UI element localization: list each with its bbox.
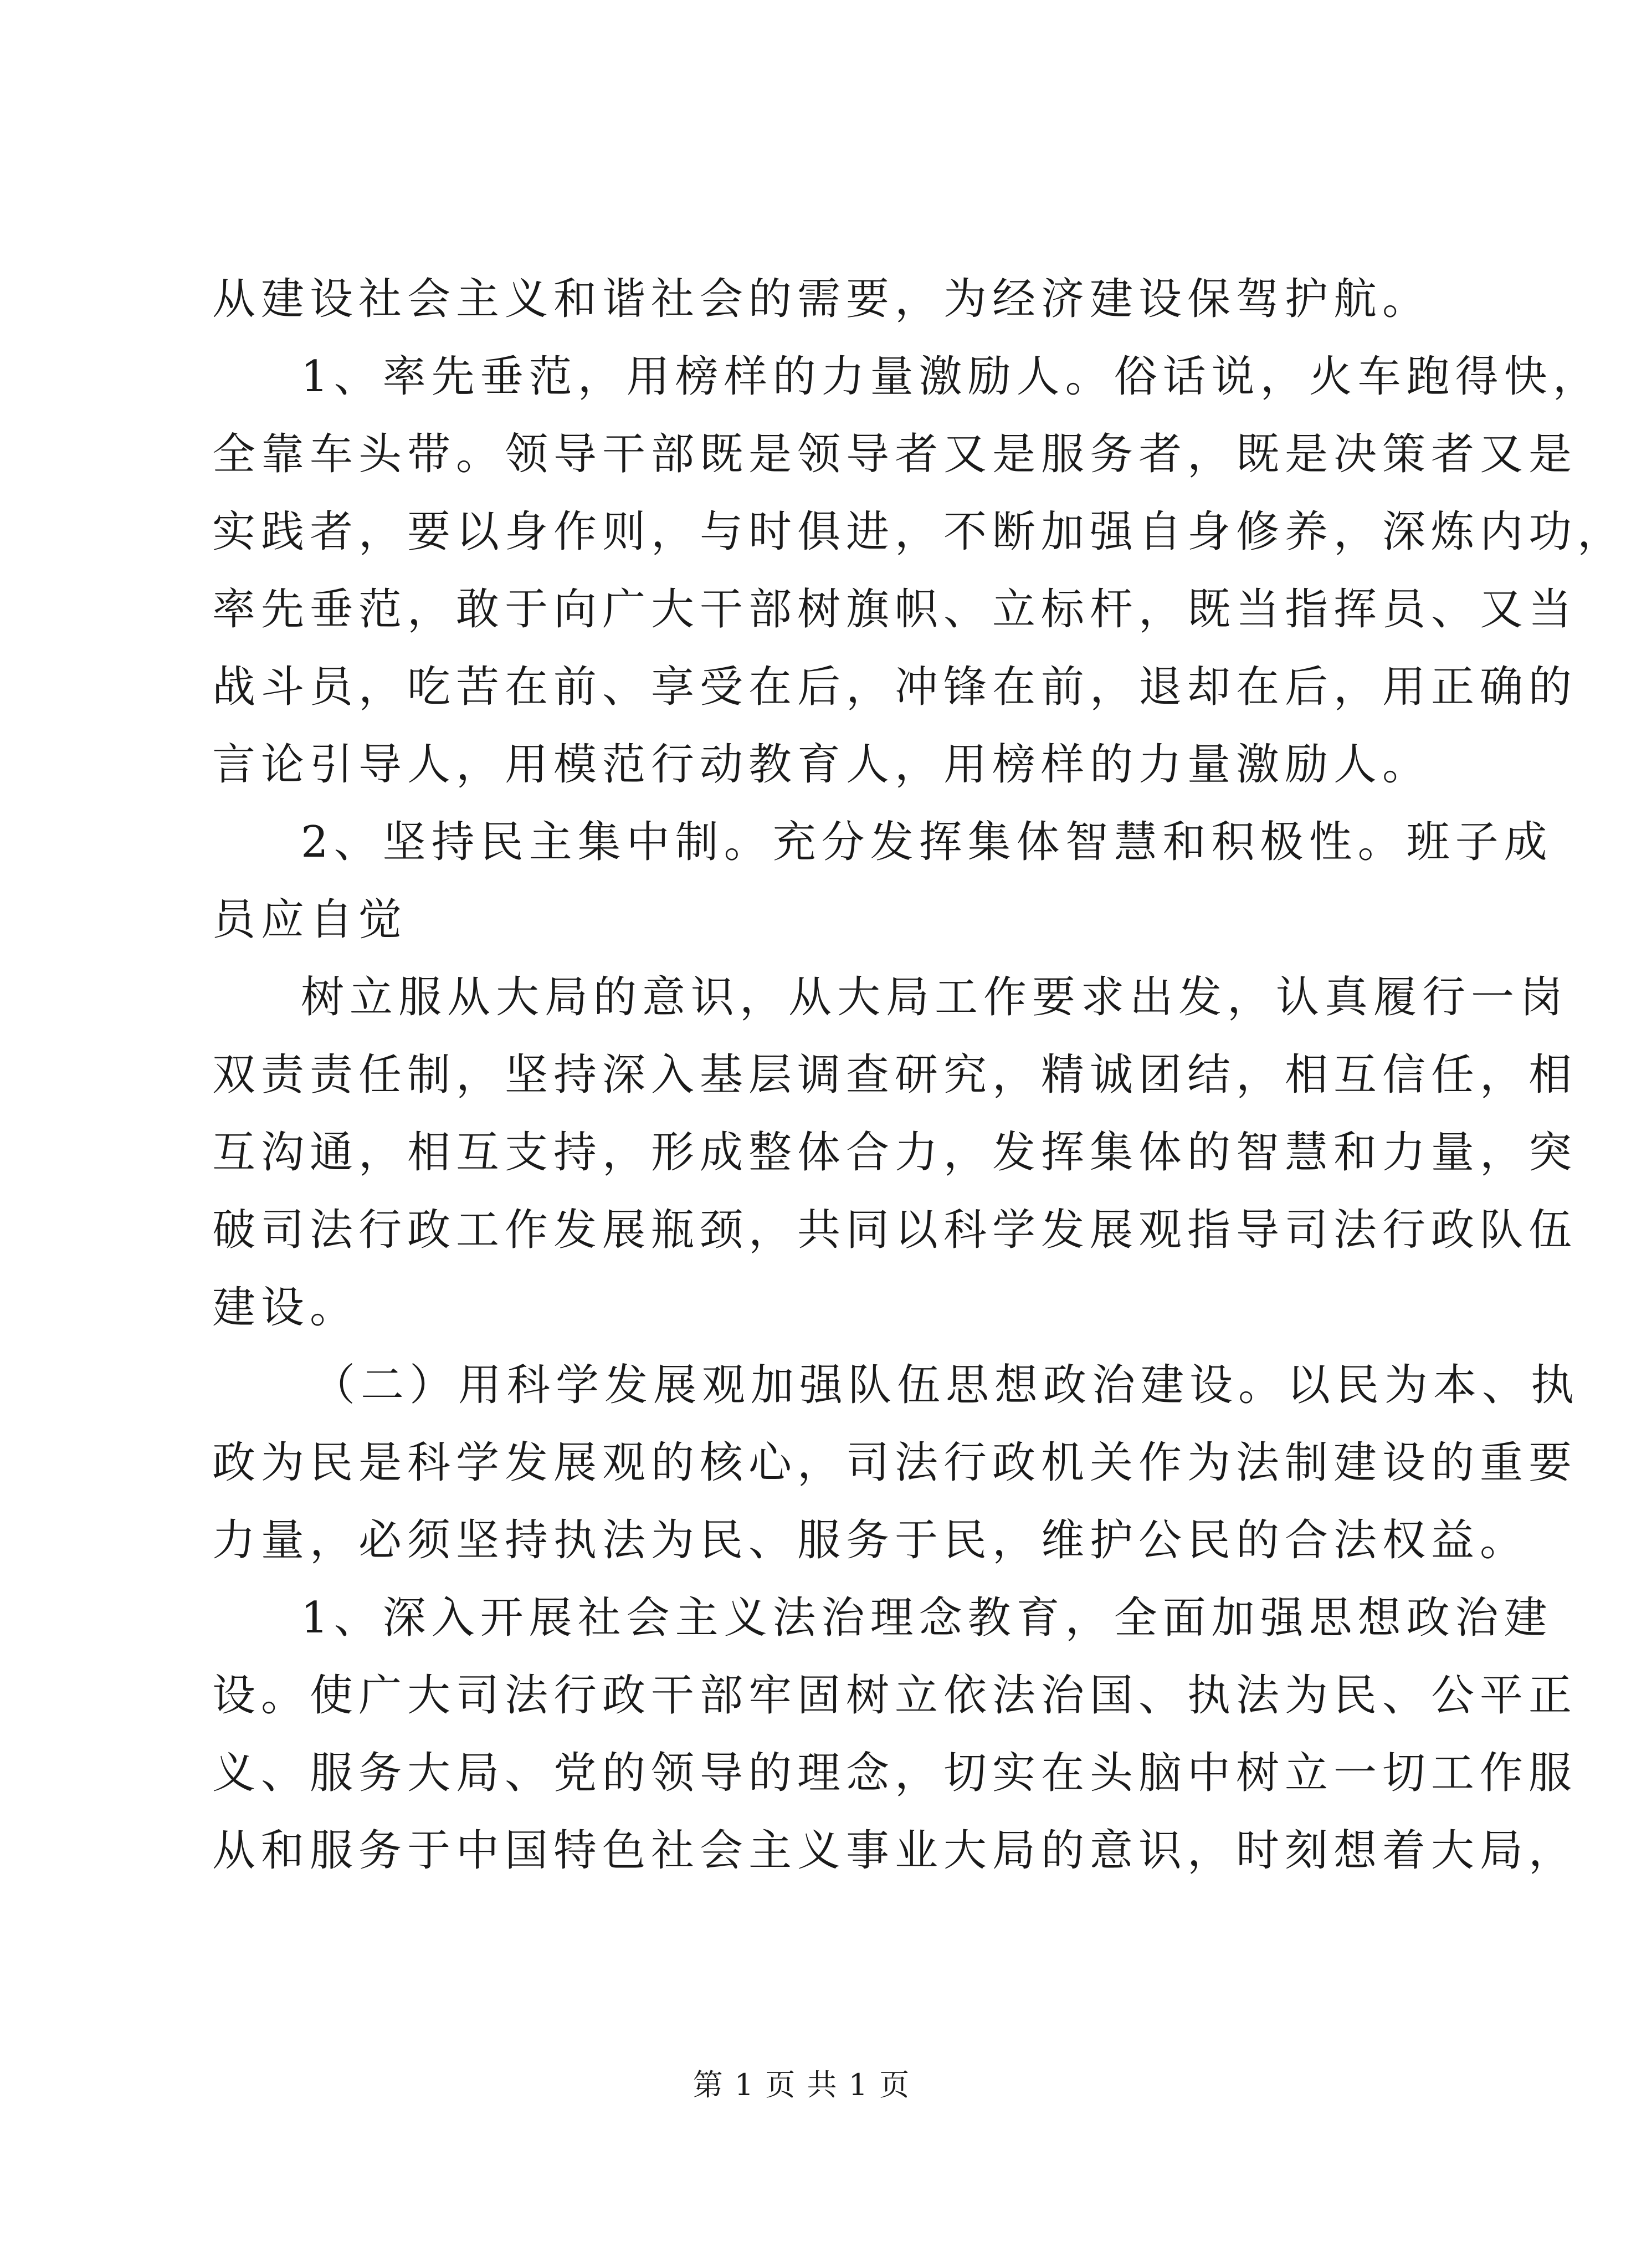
text-line: 树立服从大局的意识，从大局工作要求出发，认真履行一岗 [301, 972, 1569, 1022]
text-line: 义、服务大局、党的领导的理念，切实在头脑中树立一切工作服 [212, 1748, 1578, 1798]
text-line: 建设。 [212, 1283, 359, 1333]
text-line: 从和服务于中国特色社会主义事业大局的意识，时刻想着大局， [212, 1826, 1578, 1876]
text-line: 破司法行政工作发展瓶颈，共同以科学发展观指导司法行政队伍 [212, 1205, 1578, 1255]
text-line: 政为民是科学发展观的核心，司法行政机关作为法制建设的重要 [212, 1438, 1578, 1488]
text-line: 2、坚持民主集中制。充分发挥集体智慧和积极性。班子成 [301, 817, 1553, 867]
text-line: 双责责任制，坚持深入基层调查研究，精诚团结，相互信任，相 [212, 1050, 1578, 1100]
text-line: 设。使广大司法行政干部牢固树立依法治国、执法为民、公平正 [212, 1671, 1578, 1721]
text-line: 言论引导人，用模范行动教育人，用榜样的力量激励人。 [212, 740, 1432, 790]
text-line: 1、率先垂范，用榜样的力量激励人。俗话说，火车跑得快， [301, 352, 1602, 402]
text-line: 力量，必须坚持执法为民、服务于民，维护公民的合法权益。 [212, 1516, 1529, 1565]
page-number-footer: 第 1 页 共 1 页 [693, 2067, 911, 2102]
section-heading-line: （二）用科学发展观加强队伍思想政治建设。以民为本、执 [312, 1360, 1580, 1410]
text-line: 从建设社会主义和谐社会的需要，为经济建设保驾护航。 [212, 274, 1432, 324]
text-line: 员应自觉 [212, 895, 408, 945]
text-line: 1、深入开展社会主义法治理念教育，全面加强思想政治建 [301, 1593, 1553, 1643]
document-body [212, 260, 1626, 1890]
text-line: 战斗员，吃苦在前、享受在后，冲锋在前，退却在后，用正确的 [212, 662, 1578, 712]
text-line: 全靠车头带。领导干部既是领导者又是服务者，既是决策者又是 [212, 429, 1578, 479]
text-line: 率先垂范，敢于向广大干部树旗帜、立标杆，既当指挥员、又当 [212, 585, 1578, 634]
text-line: 互沟通，相互支持，形成整体合力，发挥集体的智慧和力量，突 [212, 1128, 1578, 1177]
text-line: 实践者，要以身作则，与时俱进，不断加强自身修养，深炼内功， [212, 507, 1626, 557]
